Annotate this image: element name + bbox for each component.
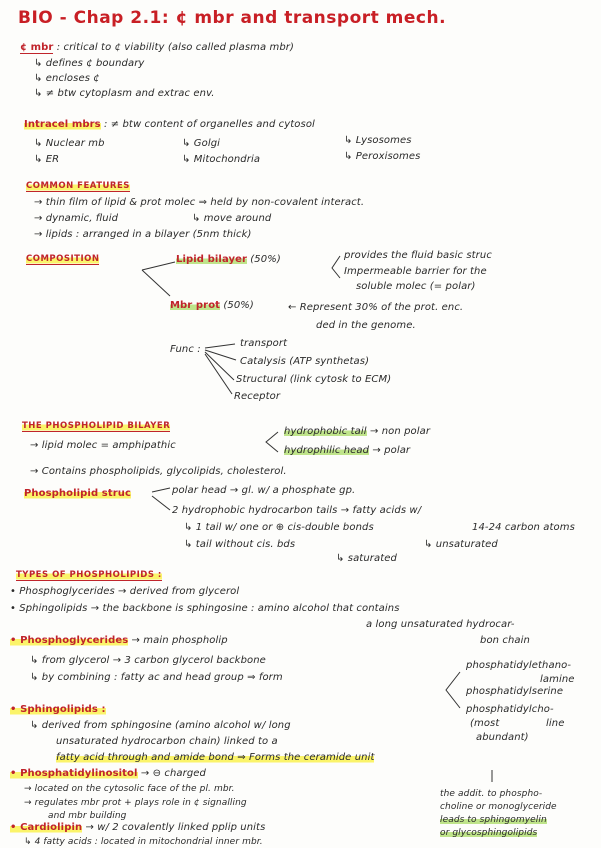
phosphoglycerides-line2: ↳ by combining : fatty ac and head group ⇒ form [30,672,283,683]
struc-line5: ↳ saturated [336,553,397,564]
inositol-heading-line: • Phosphatidylinositol → ⊖ charged [10,768,206,779]
mbr-prot-label: Mbr prot [170,300,221,311]
mbr-prot-line: Mbr prot (50%) [170,300,254,311]
types-sphingolipids-2: a long unsaturated hydrocar- [366,619,515,630]
func-item-catalysis: Catalysis (ATP synthetas) [240,356,370,367]
intro-line4: ↳ ≠ btw cytoplasm and extrac env. [34,88,215,99]
lipid-bilayer-label: Lipid bilayer [176,254,248,265]
inositol-label: • Phosphatidylinositol [10,768,138,779]
common-line2: → dynamic, fluid [34,213,119,224]
func-item-transport: transport [240,338,288,349]
func-item-structural: Structural (link cytosk to ECM) [236,374,392,385]
line-to-lipid [142,262,175,270]
phosphoglycerides-line1: ↳ from glycerol → 3 carbon glycerol backbone [30,655,266,666]
hydrophilic-line: hydrophilic head → polar [284,445,411,456]
intracell-heading-line: Intracel mbrs : ≠ btw content of organelles and cytosol [24,119,315,130]
intracell-label: Intracel mbrs [24,119,101,130]
brace-forms [446,672,460,708]
intracell-item-golgi: ↳ Golgi [182,138,221,149]
bilayer-amphi: → lipid molec = amphipathic [30,440,176,451]
intracell-item-lysosomes: ↳ Lysosomes [344,135,412,146]
struc-line4: ↳ tail without cis. bds [184,539,296,550]
composition-heading: COMPOSITION [26,254,100,264]
prot-desc-a: ← Represent 30% of the prot. enc. [288,302,464,313]
line-struc-1 [152,488,170,492]
struc-label-wrap [24,488,131,500]
hydrophobic-line: hydrophobic tail → non polar [284,426,431,437]
hydrophobic-label: hydrophobic tail [284,426,367,437]
phosphoglycerides-heading-line: • Phosphoglycerides → main phospholip [10,635,228,646]
bilayer-heading: THE PHOSPHOLIPID BILAYER [22,421,171,431]
struc-line1: polar head → gl. w/ a phosphate gp. [172,485,356,496]
lipid-bilayer-line: Lipid bilayer (50%) [176,254,281,265]
form-serine: phosphatidylserine [466,686,564,697]
struc-line3b: 14-24 carbon atoms [472,522,575,533]
phosphoglycerides-label: • Phosphoglycerides [10,635,129,646]
intro-label: ¢ mbr [20,42,54,53]
func-item-receptor: Receptor [234,391,281,402]
intracell-item-er: ↳ ER [34,154,60,165]
struc-line3: ↳ 1 tail w/ one or ⊕ cis-double bonds [184,522,374,533]
common-line2b: ↳ move around [192,213,272,224]
bilayer-contains: → Contains phospholipids, glycolipids, cholesterol. [30,466,287,477]
types-sphingolipids-3: bon chain [480,635,530,646]
lipid-desc-a: provides the fluid basic struc [344,250,492,261]
inositol-line3: and mbr building [48,811,127,821]
form-choline-2: line [546,718,565,729]
struc-line2: 2 hydrophobic hydrocarbon tails → fatty acids w/ [172,505,422,516]
intro-line1: ¢ mbr : critical to ¢ viability (also called plasma mbr) [20,42,295,53]
form-ethanolamine: phosphatidylethano- [466,660,572,671]
form-choline: phosphatidylcho- [466,704,554,715]
prot-desc-b: ded in the genome. [316,320,416,331]
inositol-line2: → regulates mbr prot + plays role in ¢ signalling [24,798,247,808]
common-heading: COMMON FEATURES [26,181,130,191]
sphingolipids-heading-line [10,704,106,716]
cardiolipin-heading-line: • Cardiolipin → w/ 2 covalently linked pplip units [10,822,266,833]
brace-lipid [332,256,340,278]
line-func-1 [205,344,235,348]
sphingolipids-label: • Sphingolipids : [10,704,106,715]
lipid-desc-c: soluble molec (= polar) [356,281,476,292]
intracell-item-nuclear: ↳ Nuclear mb [34,138,105,149]
sphingolipids-line3: fatty acid through and amide bond ⇒ Forms the ceramide unit [56,752,375,763]
form-most: (most [470,718,500,729]
hydrophilic-label: hydrophilic head [284,445,370,456]
intracell-item-peroxisomes: ↳ Peroxisomes [344,151,421,162]
line-struc-2 [152,496,170,510]
struc-line4b: ↳ unsaturated [424,539,498,550]
cardiolipin-line1: ↳ 4 fatty acids : located in mitochondrial inner mbr. [24,837,263,847]
ceramide-note-1: the addit. to phospho- [440,789,543,799]
func-label: Func : [170,344,201,355]
ceramide-note-2: choline or monoglyceride [440,802,557,812]
intro-line2: ↳ defines ¢ boundary [34,58,145,69]
form-ethanolamine-2: lamine [540,674,575,685]
types-sphingolipids: • Sphingolipids → the backbone is sphingosine : amino alcohol that contains [10,603,400,614]
sphingolipids-line2: unsaturated hydrocarbon chain) linked to a [56,736,278,747]
inositol-line1: → located on the cytosolic face of the pl. mbr. [24,784,235,794]
line-to-prot [142,270,170,296]
page-title: BIO - Chap 2.1: ¢ mbr and transport mech. [18,8,447,28]
sphingolipids-line1: ↳ derived from sphingosine (amino alcohol w/ long [30,720,291,731]
form-abundant: abundant) [476,732,529,743]
line-func-2 [205,350,236,360]
cardiolipin-label: • Cardiolipin [10,822,83,833]
ceramide-note-4: or glycosphingolipids [440,828,538,838]
common-line1: → thin film of lipid & prot molec ⇒ held by non-covalent interact. [34,197,365,208]
types-phosphoglycerides: • Phosphoglycerides → derived from glycerol [10,586,240,597]
types-heading: TYPES OF PHOSPHOLIPIDS : [16,570,162,580]
common-line3: → lipids : arranged in a bilayer (5nm thick) [34,229,252,240]
ceramide-note-3: leads to sphingomyelin [440,815,547,825]
lipid-desc-b: Impermeable barrier for the [344,266,487,277]
intracell-item-mitochondria: ↳ Mitochondria [182,154,261,165]
phospholipid-struc-label: Phospholipid struc [24,488,132,499]
intro-line3: ↳ encloses ¢ [34,73,100,84]
brace-amphi [266,432,278,452]
